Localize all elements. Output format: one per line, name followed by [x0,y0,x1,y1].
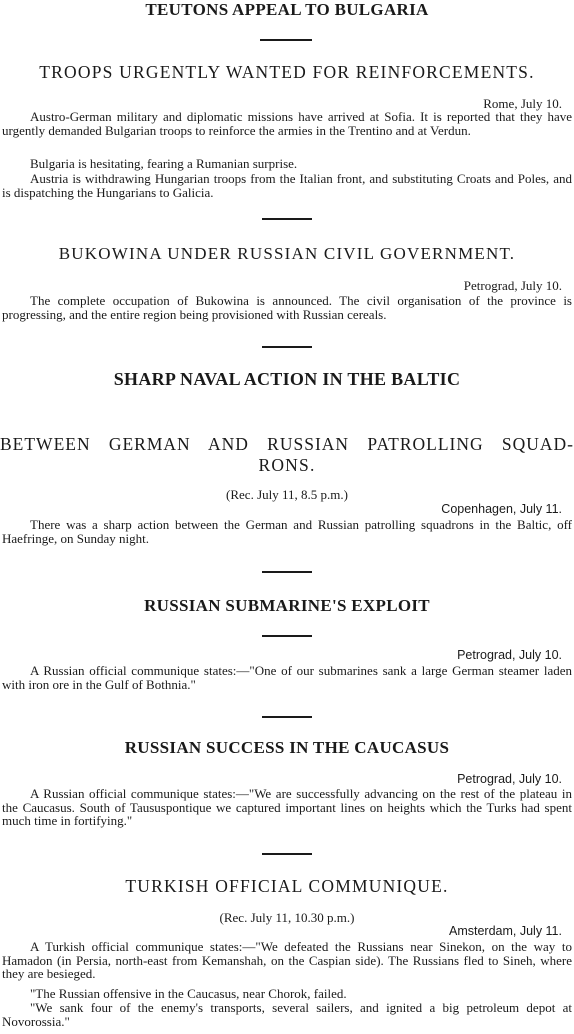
separator-rule [262,218,312,220]
dateline-petrograd-submarine: Petrograd, July 10. [457,648,562,662]
paragraph-submarine: A Russian official communique states:—"One of our submarines sank a large German steamer laden with iron ore in the Gulf of Bothnia." [2,663,572,692]
subheadline-baltic-line1: BETWEEN GERMAN AND RUSSIAN PATROLLING SQUAD- [0,434,574,454]
dateline-petrograd-bukowina: Petrograd, July 10. [463,278,562,293]
paragraph-teutons-2: Bulgaria is hesitating, fearing a Rumanian surprise. [30,156,298,171]
subheadline-troops: TROOPS URGENTLY WANTED FOR REINFORCEMENTS. [39,62,535,82]
paragraph-teutons-1: Austro-German military and diplomatic missions have arrived at Sofia. It is reported that they have urgently demanded Bulgarian troops to reinforce the armies in the Trentino and at Verdun. [2,109,572,138]
dateline-amsterdam: Amsterdam, July 11. [448,924,562,938]
headline-turkish: TURKISH OFFICIAL COMMUNIQUE. [125,876,449,896]
dateline-copenhagen: Copenhagen, July 11. [441,502,562,516]
headline-baltic: SHARP NAVAL ACTION IN THE BALTIC [113,369,461,389]
paragraph-teutons-3: Austria is withdrawing Hungarian troops from the Italian front, and substituting Croats and Poles, and is dispatching the Hungarians to Galicia. [2,171,572,200]
separator-rule [260,39,312,41]
paragraph-bukowina: The complete occupation of Bukowina is announced. The civil organisation of the province is progressing, and the entire region being provisioned with Russian cereals. [2,293,572,322]
headline-bukowina: BUKOWINA UNDER RUSSIAN CIVIL GOVERNMENT. [58,244,516,263]
paragraph-caucasus: A Russian official communique states:—"We are successfully advancing on the rest of the plateau in the Caucasus. South of Taususpontique we captured important lines on heights which the Turks had spent much time in fortifying." [2,786,572,828]
headline-caucasus: RUSSIAN SUCCESS IN THE CAUCASUS [124,738,450,757]
separator-rule [262,571,312,573]
paragraph-turkish-1: A Turkish official communique states:—"We defeated the Russians near Sinekon, on the way to Hamadon (in Persia, north-east from Kemanshah, on the Caspian side). The Russians fled to Sineh, where they are besieged. [2,939,572,981]
received-note-turkish: (Rec. July 11, 10.30 p.m.) [219,910,355,925]
separator-rule [262,716,312,718]
headline-teutons: TEUTONS APPEAL TO BULGARIA [145,0,429,19]
received-note-baltic: (Rec. July 11, 8.5 p.m.) [226,487,348,502]
separator-rule [262,635,312,637]
paragraph-turkish-3: "We sank four of the enemy's transports, several sailers, and ignited a big petroleum depot at Novorossia." [2,1000,572,1029]
subheadline-baltic-line2: RONS. [258,455,316,475]
headline-submarine: RUSSIAN SUBMARINE'S EXPLOIT [144,596,430,615]
separator-rule [262,346,312,348]
paragraph-baltic: There was a sharp action between the German and Russian patrolling squadrons in the Baltic, off Haefringe, on Sunday night. [2,517,572,546]
dateline-rome: Rome, July 10. [483,96,562,111]
separator-rule [262,853,312,855]
paragraph-turkish-2: "The Russian offensive in the Caucasus, near Chorok, failed. [30,986,347,1001]
dateline-petrograd-caucasus: Petrograd, July 10. [457,772,562,786]
